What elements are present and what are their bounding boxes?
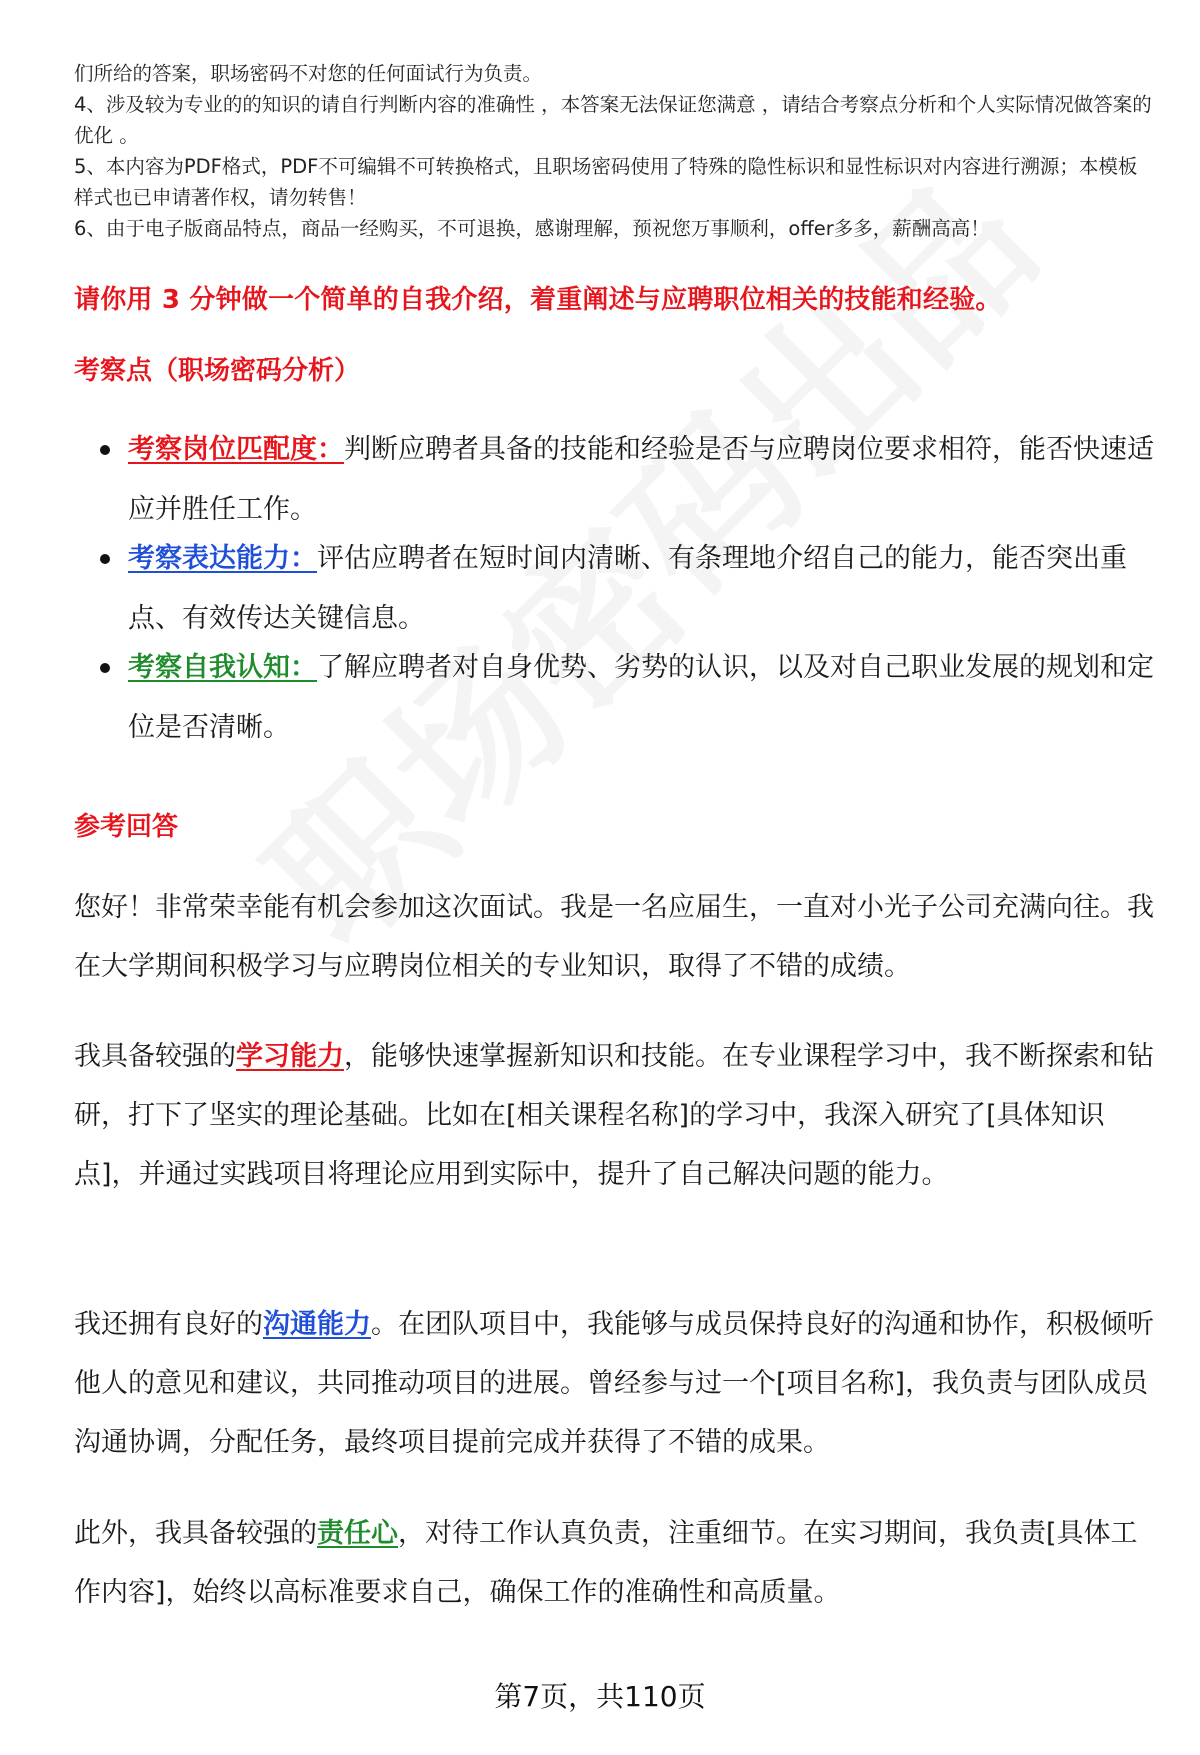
interview-question: 请你用 3 分钟做一个简单的自我介绍，着重阐述与应聘职位相关的技能和经验。	[74, 285, 1002, 315]
paragraph-text: ，对待工作认真负责，注重细节。在实习期间，我负责[具体工作内容]，始终以高标准要求自己，确保工作的准确性和高质量。	[74, 1518, 1138, 1608]
analysis-title: 考察点（职场密码分析）	[74, 356, 361, 386]
paragraph-text: 我还拥有良好的	[74, 1309, 263, 1340]
bullet-dot-icon	[100, 554, 110, 564]
paragraph-text: 。在团队项目中，我能够与成员保持良好的沟通和协作，积极倾听他人的意见和建议，共同推动项目的进展。曾经参与过一个[项目名称]，我负责与团队成员沟通协调，分配任务，最终项目提前完成并获得了不错的成果。	[74, 1309, 1154, 1458]
analysis-item-label: 考察岗位匹配度：	[128, 434, 344, 465]
note-line: 6、由于电子版商品特点，商品一经购买，不可退换，感谢理解，预祝您万事顺利，offer多多，薪酬高高！	[74, 217, 990, 240]
analysis-list	[74, 420, 1154, 758]
keyword-responsibility: 责任心	[317, 1518, 398, 1549]
paragraph-text: ，能够快速掌握新知识和技能。在专业课程学习中，我不断探索和钻研，打下了坚实的理论基础。比如在[相关课程名称]的学习中，我深入研究了[具体知识点]，并通过实践项目将理论应用到实际中，提升了自己解决问题的能力。	[74, 1041, 1154, 1190]
note-line: 4、涉及较为专业的的知识的请自行判断内容的准确性 ，本答案无法保证您满意 ，请结合考察点分析和个人实际情况做答案的优化 。	[74, 93, 1152, 147]
keyword-communication: 沟通能力	[263, 1309, 371, 1340]
analysis-item-label: 考察自我认知：	[128, 652, 317, 683]
analysis-item-text: 了解应聘者对自身优势、劣势的认识，以及对自己职业发展的规划和定位是否清晰。	[128, 652, 1154, 743]
note-line: 们所给的答案，职场密码不对您的任何面试行为负责。	[74, 62, 543, 85]
analysis-item	[74, 529, 1154, 649]
analysis-item-label: 考察表达能力：	[128, 543, 317, 574]
paragraph-text: 我具备较强的	[74, 1041, 236, 1072]
answer-paragraph-1	[74, 878, 1154, 996]
answer-title: 参考回答	[74, 812, 179, 842]
paragraph-text: 您好！非常荣幸能有机会参加这次面试。我是一名应届生，一直对小光子公司充满向往。我在大学期间积极学习与应聘岗位相关的专业知识，取得了不错的成绩。	[74, 892, 1154, 982]
paragraph-text: 此外，我具备较强的	[74, 1518, 317, 1549]
analysis-item	[74, 638, 1154, 758]
disclaimer-notes	[74, 58, 1154, 244]
answer-paragraph-2	[74, 1027, 1154, 1204]
answer-paragraph-3	[74, 1295, 1154, 1472]
keyword-learning: 学习能力	[236, 1041, 344, 1072]
analysis-item	[74, 420, 1154, 540]
note-line: 5、本内容为PDF格式，PDF不可编辑不可转换格式，且职场密码使用了特殊的隐性标识和显性标识对内容进行溯源；本模板样式也已申请著作权，请勿转售！	[74, 155, 1138, 209]
page-number: 第7页，共110页	[494, 1680, 706, 1713]
bullet-dot-icon	[100, 663, 110, 673]
bullet-dot-icon	[100, 445, 110, 455]
answer-paragraph-4	[74, 1504, 1154, 1622]
analysis-item-text: 评估应聘者在短时间内清晰、有条理地介绍自己的能力，能否突出重点、有效传达关键信息。	[128, 543, 1127, 634]
analysis-item-text: 判断应聘者具备的技能和经验是否与应聘岗位要求相符，能否快速适应并胜任工作。	[128, 434, 1154, 525]
